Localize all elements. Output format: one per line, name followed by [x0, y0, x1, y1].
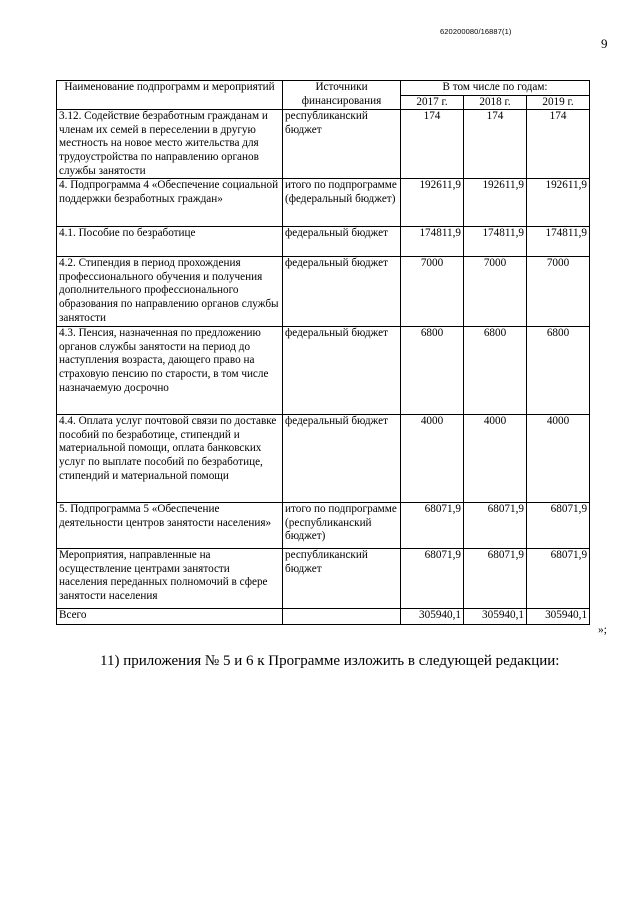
closing-quote-mark: »; [598, 624, 607, 636]
amendment-paragraph: 11) приложения № 5 и 6 к Программе изложить в следующей редакции: [100, 653, 560, 669]
row-source: федеральный бюджет [283, 227, 401, 257]
row-value-2019: 192611,9 [527, 179, 590, 227]
row-value-2019: 68071,9 [527, 503, 590, 549]
row-source: республиканский бюджет [283, 110, 401, 179]
row-value-2017: 174 [401, 110, 464, 179]
row-value-2019: 4000 [527, 415, 590, 503]
table-row [57, 110, 590, 179]
column-header-name: Наименование подпрограмм и мероприятий [57, 81, 283, 110]
table-row [57, 549, 590, 609]
row-value-2017: 174811,9 [401, 227, 464, 257]
row-name: 4.2. Стипендия в период прохождения профессионального обучения и получения дополнительного профессионального образования по направлению органов службы занятости [57, 257, 283, 327]
column-header-year-2017: 2017 г. [401, 95, 464, 110]
row-value-2019: 68071,9 [527, 549, 590, 609]
page-number: 9 [601, 36, 608, 51]
row-value-2019: 174 [527, 110, 590, 179]
row-value-2017: 7000 [401, 257, 464, 327]
table-row [57, 227, 590, 257]
row-source: итого по подпрограмме (республиканский бюджет) [283, 503, 401, 549]
table-row [57, 503, 590, 549]
row-value-2018: 174 [464, 110, 527, 179]
row-name: 4.3. Пенсия, назначенная по предложению органов службы занятости на период до наступления возраста, дающего право на страховую пенсию по старости, в том числе назначаемую досрочно [57, 327, 283, 415]
row-value-2017: 68071,9 [401, 503, 464, 549]
row-value-2018: 68071,9 [464, 549, 527, 609]
row-source: итого по подпрограмме (федеральный бюджет) [283, 179, 401, 227]
row-value-2018: 4000 [464, 415, 527, 503]
total-label: Всего [57, 609, 283, 625]
row-source: федеральный бюджет [283, 327, 401, 415]
row-value-2019: 6800 [527, 327, 590, 415]
table-row [57, 415, 590, 503]
row-source: федеральный бюджет [283, 257, 401, 327]
row-value-2017: 192611,9 [401, 179, 464, 227]
table-header-row [57, 81, 590, 96]
document-id: 620200080/16887(1) [440, 27, 512, 36]
column-header-years: В том числе по годам: [401, 81, 590, 96]
total-source [283, 609, 401, 625]
row-value-2018: 174811,9 [464, 227, 527, 257]
row-name: Мероприятия, направленные на осуществление центрами занятости населения переданных полномочий в сфере занятости населения [57, 549, 283, 609]
row-value-2017: 68071,9 [401, 549, 464, 609]
column-header-year-2019: 2019 г. [527, 95, 590, 110]
row-value-2018: 6800 [464, 327, 527, 415]
row-value-2019: 174811,9 [527, 227, 590, 257]
column-header-source: Источники финансирования [283, 81, 401, 110]
table-total-row [57, 609, 590, 625]
total-value-2018: 305940,1 [464, 609, 527, 625]
row-value-2018: 192611,9 [464, 179, 527, 227]
row-value-2017: 6800 [401, 327, 464, 415]
table-row [57, 327, 590, 415]
row-value-2018: 7000 [464, 257, 527, 327]
row-name: 4. Подпрограмма 4 «Обеспечение социальной поддержки безработных граждан» [57, 179, 283, 227]
row-name: 4.1. Пособие по безработице [57, 227, 283, 257]
column-header-year-2018: 2018 г. [464, 95, 527, 110]
total-value-2019: 305940,1 [527, 609, 590, 625]
row-name: 3.12. Содействие безработным гражданам и членам их семей в переселении в другую местность на новое место жительства для трудоустройства по направлению органов службы занятости [57, 110, 283, 179]
total-value-2017: 305940,1 [401, 609, 464, 625]
row-value-2018: 68071,9 [464, 503, 527, 549]
table-row [57, 257, 590, 327]
row-source: федеральный бюджет [283, 415, 401, 503]
row-value-2017: 4000 [401, 415, 464, 503]
row-source: республиканский бюджет [283, 549, 401, 609]
funding-table [56, 80, 590, 625]
table-row [57, 179, 590, 227]
row-value-2019: 7000 [527, 257, 590, 327]
row-name: 4.4. Оплата услуг почтовой связи по доставке пособий по безработице, стипендий и материальной помощи, оплата банковских услуг по выплате пособий по безработице, стипендий и материальной помощи [57, 415, 283, 503]
row-name: 5. Подпрограмма 5 «Обеспечение деятельности центров занятости населения» [57, 503, 283, 549]
